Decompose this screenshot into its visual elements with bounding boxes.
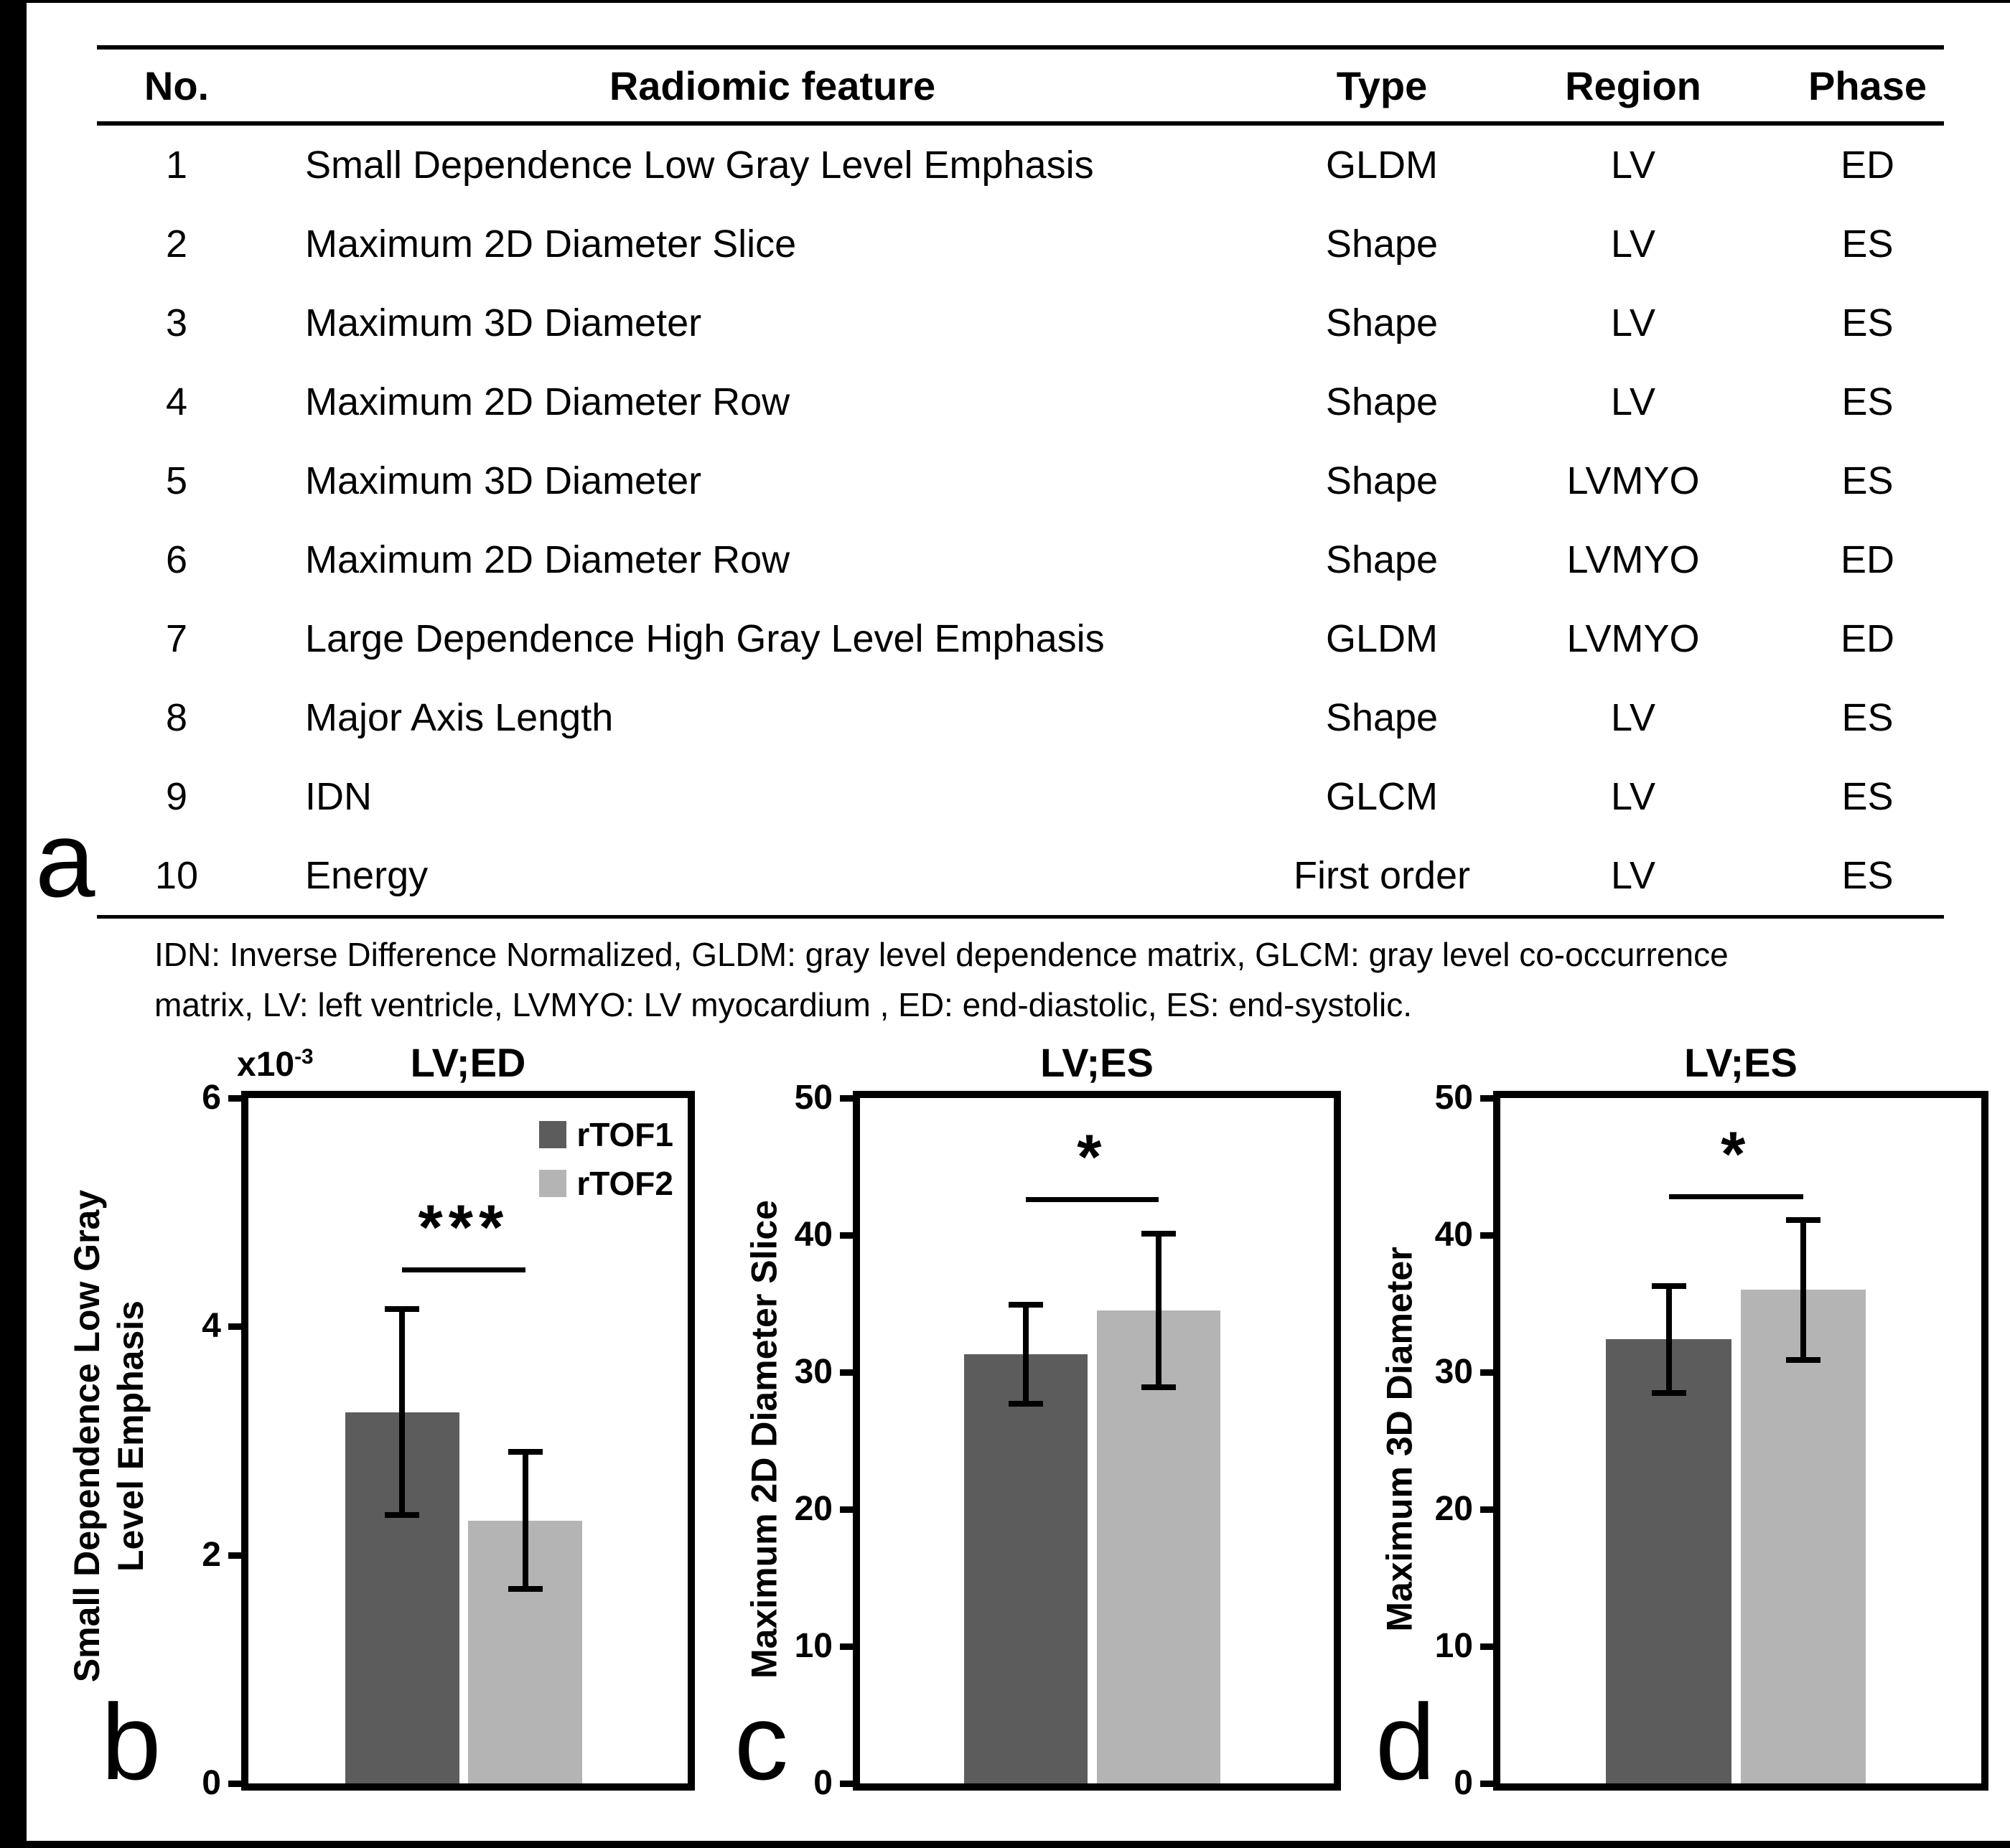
table-header-row — [97, 50, 1944, 126]
y-axis-tick-label: 4 — [202, 1307, 221, 1346]
significance-stars: * — [1077, 1120, 1108, 1192]
cell-phase: ES — [1841, 696, 1894, 739]
cell-feature: Large Dependence High Gray Level Emphasis — [305, 617, 1105, 660]
column-header-region: Region — [1565, 62, 1701, 108]
radiomic-feature-table — [97, 45, 1944, 919]
error-bar-cap-low-rTOF2 — [1786, 1357, 1820, 1363]
y-axis-tick-mark — [228, 1323, 248, 1330]
y-axis-tick-mark — [228, 1781, 248, 1787]
cell-phase: ES — [1841, 301, 1894, 344]
y-axis-tick-label: 20 — [794, 1490, 833, 1528]
panel-label-c: c — [734, 1682, 788, 1802]
y-axis-tick-label: 10 — [1434, 1627, 1473, 1665]
cell-no: 7 — [165, 617, 188, 660]
legend — [539, 1118, 673, 1216]
error-bar-cap-high-rTOF2 — [508, 1449, 543, 1455]
bar-rTOF1 — [964, 1354, 1088, 1783]
y-axis-tick-label: 10 — [794, 1627, 833, 1665]
y-axis-label-line: Level Emphasis — [111, 1300, 151, 1572]
error-bar-cap-low-rTOF1 — [385, 1512, 419, 1518]
cell-feature: Maximum 2D Diameter Slice — [305, 222, 797, 266]
cell-region: LV — [1610, 775, 1656, 818]
y-axis-tick-mark — [840, 1095, 860, 1102]
error-bar-cap-high-rTOF1 — [385, 1306, 419, 1312]
cell-no: 6 — [165, 538, 188, 581]
cell-feature: IDN — [305, 775, 372, 818]
legend-swatch-rTOF2 — [539, 1170, 566, 1197]
column-header-no: No. — [144, 62, 210, 108]
cell-region: LV — [1610, 301, 1656, 344]
cell-no: 4 — [165, 380, 188, 423]
y-axis-tick-mark — [840, 1232, 860, 1239]
table-row — [97, 520, 1944, 599]
chart-title: LV;ES — [1684, 1040, 1798, 1085]
cell-phase: ES — [1841, 380, 1894, 423]
cell-no: 1 — [165, 144, 188, 187]
y-axis-tick-mark — [1480, 1781, 1500, 1787]
error-bar-cap-high-rTOF2 — [1786, 1217, 1820, 1223]
legend-label-rTOF1: rTOF1 — [576, 1116, 673, 1153]
legend-item-rTOF1 — [539, 1118, 673, 1151]
y-axis-tick-mark — [1480, 1095, 1500, 1102]
cell-phase: ES — [1841, 459, 1894, 502]
significance-bracket — [1026, 1197, 1159, 1202]
panel-label-b: b — [101, 1682, 162, 1802]
error-bar-stem-rTOF2 — [1800, 1220, 1806, 1360]
panel-label-a: a — [35, 799, 95, 919]
table-row — [97, 362, 1944, 441]
bar-rTOF2 — [1741, 1290, 1866, 1783]
plot-area — [202, 1079, 695, 1802]
column-header-phase: Phase — [1808, 62, 1927, 108]
cell-no: 2 — [165, 222, 188, 266]
error-bar-cap-high-rTOF2 — [1141, 1231, 1176, 1237]
cell-phase: ES — [1841, 775, 1894, 818]
cell-feature: Maximum 2D Diameter Row — [305, 538, 790, 581]
chart-maximum-2d-diameter-slice — [744, 1040, 1341, 1802]
error-bar-stem-rTOF2 — [1156, 1234, 1161, 1387]
table-row — [97, 678, 1944, 757]
cell-no: 5 — [165, 459, 188, 502]
legend-label-rTOF2: rTOF2 — [576, 1165, 673, 1202]
cell-type: GLDM — [1325, 617, 1438, 660]
cell-phase: ES — [1841, 854, 1894, 897]
error-bar-cap-low-rTOF2 — [508, 1586, 543, 1592]
plot-area — [794, 1079, 1341, 1802]
table-footnote — [154, 930, 1978, 1031]
cell-region: LVMYO — [1566, 538, 1700, 581]
table-row — [97, 126, 1944, 205]
significance-bracket — [402, 1267, 525, 1272]
cell-type: Shape — [1325, 696, 1439, 739]
cell-type: Shape — [1325, 459, 1439, 502]
y-axis-label — [65, 1092, 153, 1781]
y-axis-tick-label: 20 — [1434, 1490, 1473, 1528]
y-axis-tick-mark — [840, 1369, 860, 1376]
cell-region: LV — [1610, 380, 1656, 423]
cell-region: LV — [1610, 854, 1656, 897]
column-header-feature: Radiomic feature — [609, 62, 936, 108]
y-axis-tick-label: 30 — [794, 1353, 833, 1391]
cell-phase: ED — [1840, 144, 1894, 187]
cell-feature: Small Dependence Low Gray Level Emphasis — [305, 144, 1094, 187]
legend-swatch-rTOF1 — [539, 1121, 566, 1148]
significance-stars: * — [1721, 1117, 1752, 1189]
significance-stars: *** — [418, 1191, 510, 1262]
cell-type: Shape — [1325, 380, 1439, 423]
y-axis-tick-mark — [1480, 1369, 1500, 1376]
cell-type: First order — [1293, 854, 1471, 897]
table-row — [97, 757, 1944, 836]
error-bar-stem-rTOF1 — [1666, 1286, 1672, 1393]
y-axis-tick-label: 0 — [202, 1764, 221, 1802]
cell-phase: ES — [1841, 222, 1894, 266]
y-axis-tick-label: 50 — [794, 1079, 833, 1117]
error-bar-stem-rTOF2 — [523, 1452, 528, 1589]
y-axis-tick-mark — [840, 1781, 860, 1787]
error-bar-cap-high-rTOF1 — [1009, 1302, 1043, 1308]
cell-region: LVMYO — [1566, 459, 1700, 502]
chart-title: LV;ES — [1040, 1040, 1154, 1085]
chart-maximum-3d-diameter — [1379, 1040, 1988, 1802]
y-axis-tick-label: 6 — [202, 1079, 221, 1117]
y-axis-label — [743, 1081, 787, 1798]
cell-region: LV — [1610, 144, 1656, 187]
cell-region: LV — [1610, 222, 1656, 266]
cell-phase: ED — [1840, 617, 1894, 660]
y-axis-tick-label: 2 — [202, 1535, 221, 1574]
footnote-line-2: matrix, LV: left ventricle, LVMYO: LV myocardium , ED: end-diastolic, ES: end-systolic. — [154, 985, 1412, 1023]
y-scale-label: $x10^{-3}$ — [237, 1045, 314, 1084]
cell-phase: ED — [1840, 538, 1894, 581]
significance-bracket — [1669, 1194, 1804, 1199]
error-bar-stem-rTOF1 — [399, 1309, 405, 1515]
error-bar-stem-rTOF1 — [1023, 1305, 1029, 1404]
table-row — [97, 283, 1944, 362]
table-row — [97, 441, 1944, 520]
y-axis-label-line: Small Dependence Low Gray — [67, 1189, 107, 1683]
cell-region: LVMYO — [1566, 617, 1700, 660]
y-axis-tick-mark — [1480, 1643, 1500, 1650]
cell-feature: Energy — [305, 854, 429, 897]
error-bar-cap-high-rTOF1 — [1652, 1283, 1686, 1289]
cell-type: Shape — [1325, 301, 1439, 344]
table-row — [97, 205, 1944, 283]
legend-item-rTOF2 — [539, 1167, 673, 1200]
cell-feature: Maximum 3D Diameter — [305, 301, 702, 344]
panel-label-d: d — [1375, 1682, 1436, 1802]
plot-area — [1434, 1079, 1988, 1802]
cell-feature: Major Axis Length — [305, 696, 614, 739]
y-axis-tick-label: 50 — [1434, 1079, 1473, 1117]
table-row — [97, 599, 1944, 678]
y-axis-tick-mark — [840, 1506, 860, 1513]
table-row — [97, 836, 1944, 915]
chart-title: LV;ED — [410, 1040, 526, 1085]
error-bar-cap-low-rTOF1 — [1652, 1390, 1686, 1396]
y-axis-label — [1378, 1117, 1422, 1763]
y-axis-tick-mark — [228, 1095, 248, 1102]
y-axis-label-line: Maximum 2D Diameter Slice — [744, 1200, 785, 1679]
cell-no: 8 — [165, 696, 188, 739]
cell-no: 9 — [165, 775, 188, 818]
cell-no: 10 — [154, 854, 199, 897]
y-axis-tick-mark — [228, 1552, 248, 1559]
cell-region: LV — [1610, 696, 1656, 739]
y-axis-tick-label: 0 — [813, 1764, 833, 1802]
y-axis-tick-mark — [1480, 1506, 1500, 1513]
y-axis-tick-mark — [840, 1643, 860, 1650]
y-axis-tick-label: 40 — [794, 1216, 833, 1254]
cell-feature: Maximum 2D Diameter Row — [305, 380, 790, 423]
y-axis-label-line: Maximum 3D Diameter — [1379, 1247, 1420, 1632]
y-axis-tick-mark — [1480, 1232, 1500, 1239]
figure-canvas — [27, 3, 2010, 1841]
cell-type: Shape — [1325, 222, 1439, 266]
chart-small-dependence-low-gray-level-emphasis — [67, 1040, 695, 1802]
bar-rTOF1 — [1606, 1339, 1731, 1783]
y-axis-tick-label: 0 — [1454, 1764, 1473, 1802]
y-axis-tick-label: 40 — [1434, 1216, 1473, 1254]
table-body — [97, 126, 1944, 919]
cell-feature: Maximum 3D Diameter — [305, 459, 702, 502]
y-axis-tick-label: 30 — [1434, 1353, 1473, 1391]
cell-type: Shape — [1325, 538, 1439, 581]
error-bar-cap-low-rTOF2 — [1141, 1384, 1176, 1390]
cell-type: GLDM — [1325, 144, 1438, 187]
cell-type: GLCM — [1325, 775, 1438, 818]
cell-no: 3 — [165, 301, 188, 344]
footnote-line-1: IDN: Inverse Difference Normalized, GLDM: gray level dependence matrix, GLCM: gray level co-occurrence — [154, 936, 1729, 973]
column-header-type: Type — [1336, 62, 1428, 108]
error-bar-cap-low-rTOF1 — [1009, 1401, 1043, 1407]
